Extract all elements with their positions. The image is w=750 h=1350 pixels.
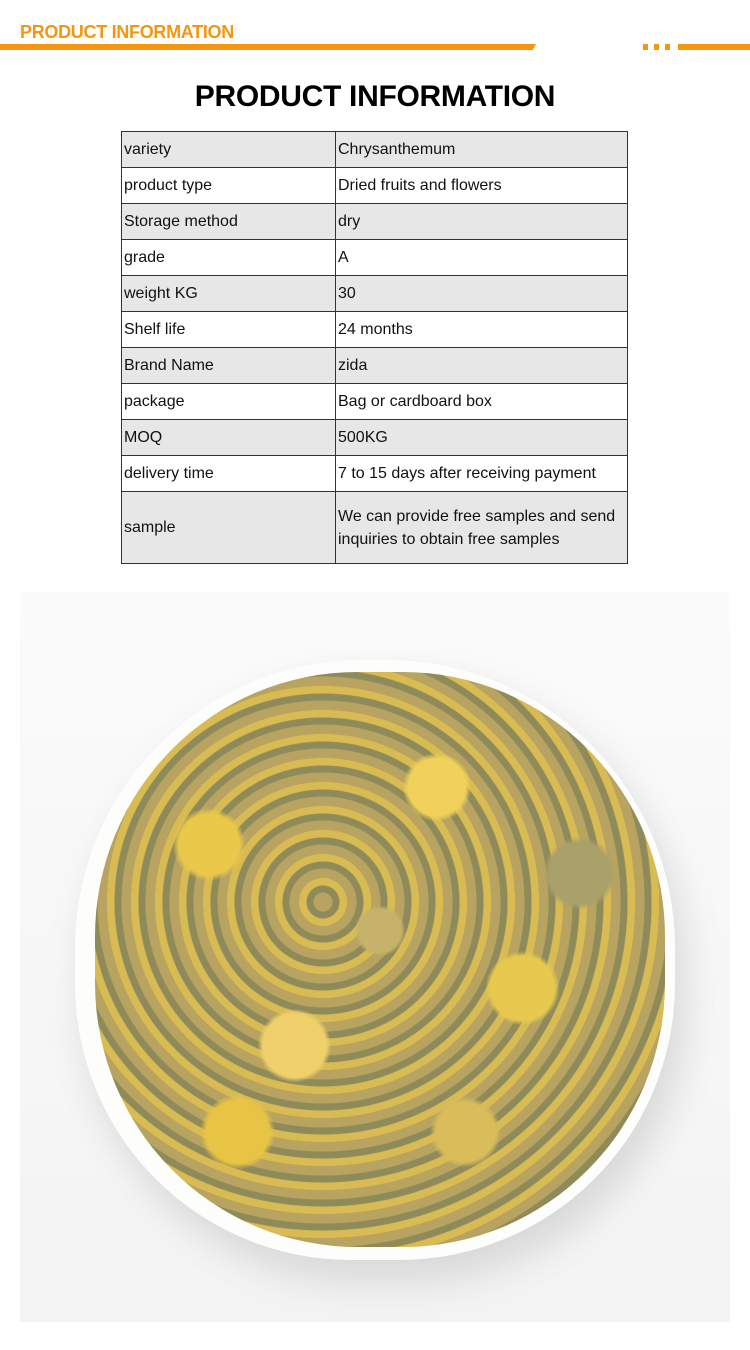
table-row bbox=[122, 132, 628, 168]
header-divider-right bbox=[678, 44, 750, 50]
product-info-table bbox=[121, 131, 628, 564]
row-key: Shelf life bbox=[122, 312, 336, 348]
table-row bbox=[122, 240, 628, 276]
row-key: sample bbox=[122, 492, 336, 564]
table-row bbox=[122, 420, 628, 456]
row-key: Brand Name bbox=[122, 348, 336, 384]
header-decoration bbox=[643, 44, 677, 50]
row-value: Chrysanthemum bbox=[336, 132, 628, 168]
row-value: Dried fruits and flowers bbox=[336, 168, 628, 204]
row-value: 30 bbox=[336, 276, 628, 312]
row-value: A bbox=[336, 240, 628, 276]
table-row bbox=[122, 204, 628, 240]
row-value: dry bbox=[336, 204, 628, 240]
row-key: grade bbox=[122, 240, 336, 276]
row-value: 7 to 15 days after receiving payment bbox=[336, 456, 628, 492]
row-value: Bag or cardboard box bbox=[336, 384, 628, 420]
table-row bbox=[122, 348, 628, 384]
product-photo bbox=[20, 592, 730, 1322]
row-key: delivery time bbox=[122, 456, 336, 492]
table-row bbox=[122, 276, 628, 312]
row-key: Storage method bbox=[122, 204, 336, 240]
row-value: We can provide free samples and send inquiries to obtain free samples bbox=[336, 492, 628, 564]
table-row bbox=[122, 168, 628, 204]
table-row bbox=[122, 312, 628, 348]
row-key: variety bbox=[122, 132, 336, 168]
table-row bbox=[122, 492, 628, 564]
page-title: PRODUCT INFORMATION bbox=[194, 80, 556, 113]
header-divider bbox=[0, 44, 536, 50]
row-value: 500KG bbox=[336, 420, 628, 456]
table-row bbox=[122, 384, 628, 420]
row-key: MOQ bbox=[122, 420, 336, 456]
row-key: product type bbox=[122, 168, 336, 204]
row-value: 24 months bbox=[336, 312, 628, 348]
row-key: weight KG bbox=[122, 276, 336, 312]
row-value: zida bbox=[336, 348, 628, 384]
row-key: package bbox=[122, 384, 336, 420]
table-row bbox=[122, 456, 628, 492]
dried-chrysanthemum-flowers bbox=[95, 672, 665, 1247]
section-header-label: PRODUCT INFORMATION bbox=[20, 22, 234, 42]
